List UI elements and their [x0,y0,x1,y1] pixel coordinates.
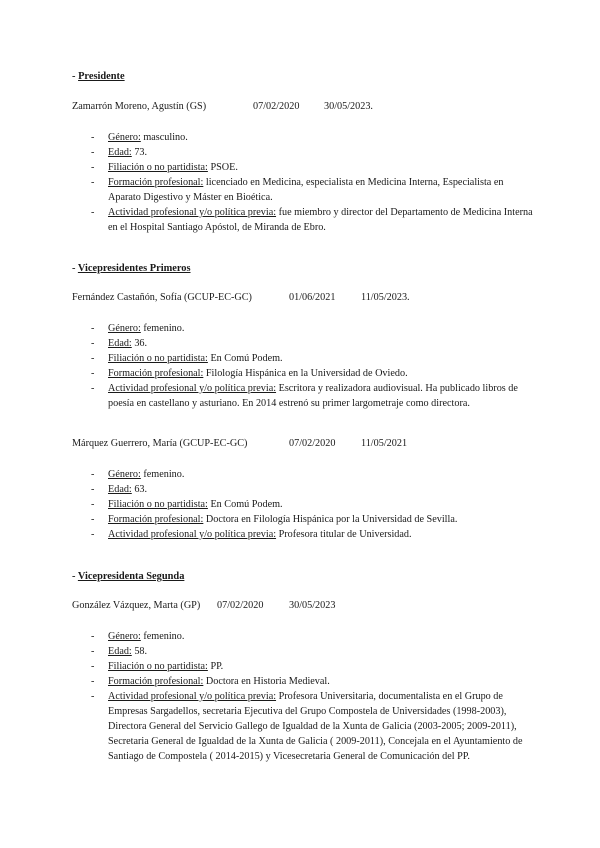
member-name: Márquez Guerrero, María (GCUP-EC-GC) [72,438,248,449]
member-end-date: 11/05/2021 [361,438,408,449]
member-row [72,600,335,611]
attribute-affiliation: - Filiación o no partidista: En Comú Podem. [108,351,533,366]
attribute-age: - Edad: 73. [108,145,533,160]
member-start-date: 07/02/2020 [217,600,264,611]
member-attributes [108,629,533,764]
attribute-gender: - Género: femenino. [108,321,533,336]
attribute-experience: - Actividad profesional y/o política previa: fue miembro y director del Departamento de Medicina Interna en el Hospital Santiago Apóstol, de Miranda de Ebro. [108,205,533,235]
member-row [72,292,410,303]
attribute-education: - Formación profesional: licenciado en Medicina, especialista en Medicina Interna, Especialista en Aparato Digestivo y Máster en Bioética. [108,175,533,205]
section-heading-vicepresidentes-primeros: - Vicepresidentes Primeros [72,263,191,274]
attribute-experience: - Actividad profesional y/o política previa: Escritora y realizadora audiovisual. Ha publicado libros de poesía en castellano y asturiano. En 2014 estrenó su primer largometraje como directora. [108,381,533,411]
member-attributes [108,321,533,411]
member-attributes [108,130,533,235]
attribute-affiliation: - Filiación o no partidista: En Comú Podem. [108,497,533,512]
attribute-education: - Formación profesional: Doctora en Historia Medieval. [108,674,533,689]
member-name: González Vázquez, Marta (GP) [72,600,201,611]
attribute-gender: - Género: femenino. [108,629,533,644]
member-attributes [108,467,533,542]
attribute-affiliation: - Filiación o no partidista: PSOE. [108,160,533,175]
member-name: Fernández Castañón, Sofía (GCUP-EC-GC) [72,292,252,303]
member-end-date: 30/05/2023 [289,600,336,611]
member-end-date: 30/05/2023. [324,101,373,112]
member-start-date: 07/02/2020 [253,101,300,112]
attribute-experience: - Actividad profesional y/o política previa: Profesora Universitaria, documentalista en el Grupo de Empresas Sargadellos, secretaria Ejecutiva del Grupo Compostela de Universidades (1998-2003), Directora General del Servicio Gallego de Igualdad de la Xunta de Galicia (2003-2005; 2009-2011), Secretaria General de Igualdad de la Xunta de Galicia ( 2009-2011), Concejala en el Ayuntamiento de Santiago de Compostela ( 2014-2015) y Vicesecretaria General de Comunicación del PP. [108,689,533,764]
member-start-date: 07/02/2020 [289,438,336,449]
attribute-gender: - Género: femenino. [108,467,533,482]
attribute-gender: - Género: masculino. [108,130,533,145]
attribute-age: - Edad: 36. [108,336,533,351]
section-heading-presidente: - Presidente [72,71,125,82]
section-heading-vicepresidenta-segunda: - Vicepresidenta Segunda [72,571,185,582]
section-title: Vicepresidenta Segunda [77,571,185,582]
member-end-date: 11/05/2023. [361,292,410,303]
attribute-affiliation: - Filiación o no partidista: PP. [108,659,533,674]
section-title: Presidente [78,71,125,82]
member-row [72,101,373,112]
attribute-age: - Edad: 63. [108,482,533,497]
member-name: Zamarrón Moreno, Agustín (GS) [72,101,207,112]
section-title: Vicepresidentes Primeros [77,263,191,274]
attribute-education: - Formación profesional: Filología Hispánica en la Universidad de Oviedo. [108,366,533,381]
attribute-age: - Edad: 58. [108,644,533,659]
attribute-education: - Formación profesional: Doctora en Filología Hispánica por la Universidad de Sevilla. [108,512,533,527]
attribute-experience: - Actividad profesional y/o política previa: Profesora titular de Universidad. [108,527,533,542]
member-row [72,438,407,449]
member-start-date: 01/06/2021 [289,292,336,303]
